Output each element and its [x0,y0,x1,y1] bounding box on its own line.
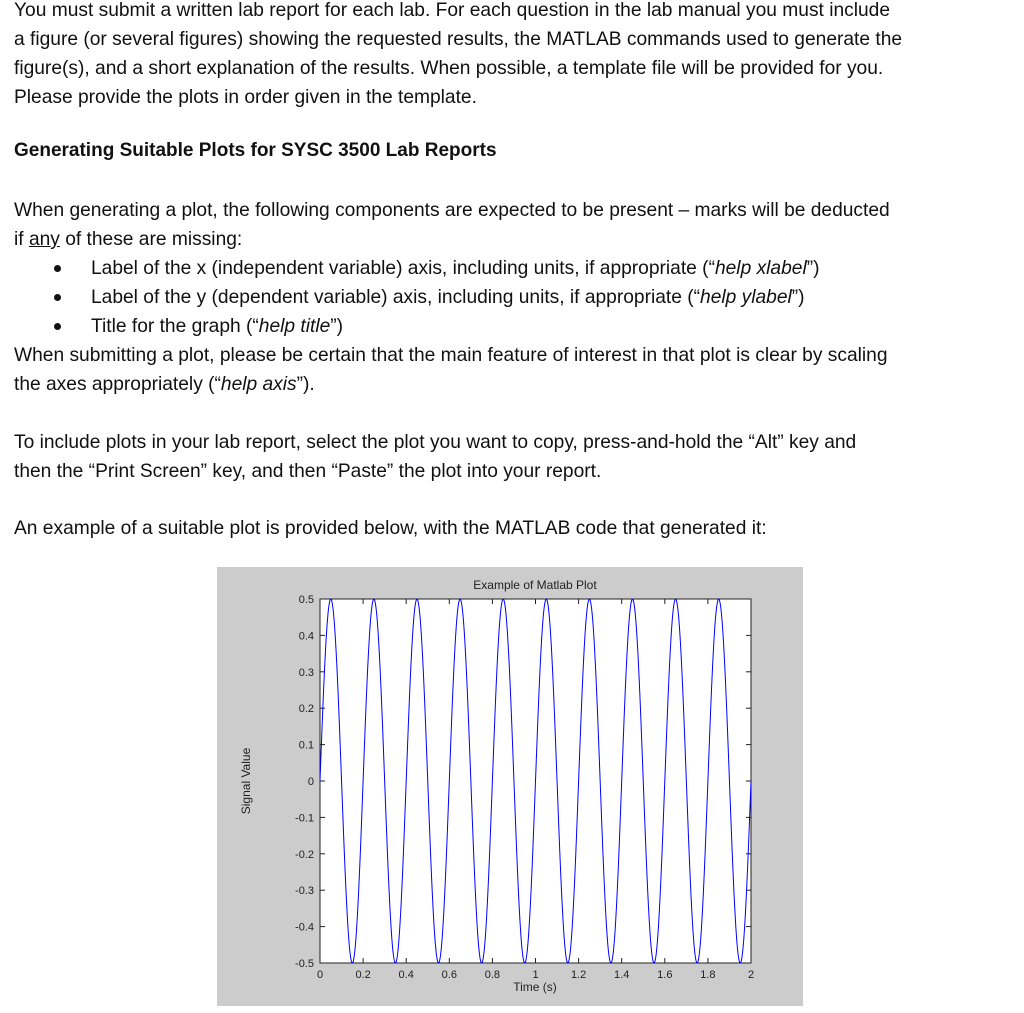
x-tick-label: 1.6 [657,969,673,981]
scaling-pre: the axes appropriately (“ [14,374,221,395]
bullet-icon [54,265,61,272]
underlined-any: any [28,229,60,250]
intro-line: You must submit a written lab report for each lab. For each question in the lab manual you must include [14,0,891,21]
bullet-close: ”) [330,316,344,337]
y-tick-label: 0.3 [298,666,314,679]
y-tick-label: -0.5 [295,958,314,970]
x-tick-label: 0.2 [355,969,371,981]
scaling-line [14,370,888,399]
y-tick-label: -0.1 [295,812,314,825]
x-tick-label: 0 [316,969,324,981]
bullet-text: Title for the graph (“ [91,316,259,337]
list-item [14,254,820,283]
x-tick-label: 2 [747,969,755,981]
bullet-command: help xlabel [714,258,807,279]
x-tick-label: 0.4 [398,969,414,981]
y-tick-label: 0.5 [298,594,314,606]
bullet-icon [54,323,61,330]
include-plots-paragraph [14,428,856,486]
x-tick-label: 0.8 [484,969,501,981]
y-tick-label: 0 [307,776,314,788]
requirements-line [14,225,890,254]
requirements-pre: if [14,229,29,250]
bullet-command: help title [258,316,331,337]
y-tick-label: -0.4 [295,921,314,934]
bullet-text: Label of the y (dependent variable) axis, including units, if appropriate (“ [91,287,701,308]
intro-line: Please provide the plots in order given in the template. [14,87,477,108]
example-intro-line: An example of a suitable plot is provided below, with the MATLAB code that generated it: [14,518,767,539]
x-tick-label: 0.6 [441,969,457,981]
bullet-text: Label of the x (independent variable) axis, including units, if appropriate (“ [91,258,715,279]
scaling-paragraph [14,341,888,399]
requirements-paragraph [14,196,890,254]
chart-title: Example of Matlab Plot [473,578,597,592]
list-item [14,312,820,341]
scaling-line: When submitting a plot, please be certain that the main feature of interest in that plot is clear by scaling [14,345,888,366]
x-tick-label: 1 [532,969,539,981]
scaling-post: ”). [296,374,315,395]
bullet-icon [54,294,61,301]
x-axis-label: Time (s) [513,980,557,994]
include-line: To include plots in your lab report, select the plot you want to copy, press-and-hold the “Alt” key and [14,432,857,453]
x-tick-label: 1.2 [570,969,587,981]
bullet-command: help ylabel [700,287,792,308]
x-tick-label: 1.8 [700,969,716,981]
example-intro-paragraph [14,514,767,543]
y-tick-label: 0.1 [298,739,314,752]
y-tick-label: -0.3 [295,885,314,898]
plot-svg [217,567,803,1006]
matlab-figure [217,567,803,1006]
x-tick-label: 1.4 [614,969,630,981]
include-line: then the “Print Screen” key, and then “Paste” the plot into your report. [14,461,602,482]
intro-line: figure(s), and a short explanation of the results. When possible, a template file will be provided for you. [14,58,884,79]
list-item [14,283,820,312]
y-tick-label: -0.2 [295,848,314,861]
y-tick-label: 0.4 [298,630,314,643]
y-axis-label: Signal Value [239,747,253,815]
requirements-line: When generating a plot, the following components are expected to be present – marks will be deducted [14,200,890,221]
y-tick-label: 0.2 [298,703,314,716]
section-heading: Generating Suitable Plots for SYSC 3500 Lab Reports [14,140,497,161]
bullet-close: ”) [806,258,820,279]
requirements-post: of these are missing: [59,229,243,250]
scaling-command: help axis [220,374,297,395]
bullet-close: ”) [791,287,805,308]
requirements-list [14,254,820,341]
intro-line: a figure (or several figures) showing the requested results, the MATLAB commands used to generate the [14,29,903,50]
intro-paragraph [14,0,902,112]
